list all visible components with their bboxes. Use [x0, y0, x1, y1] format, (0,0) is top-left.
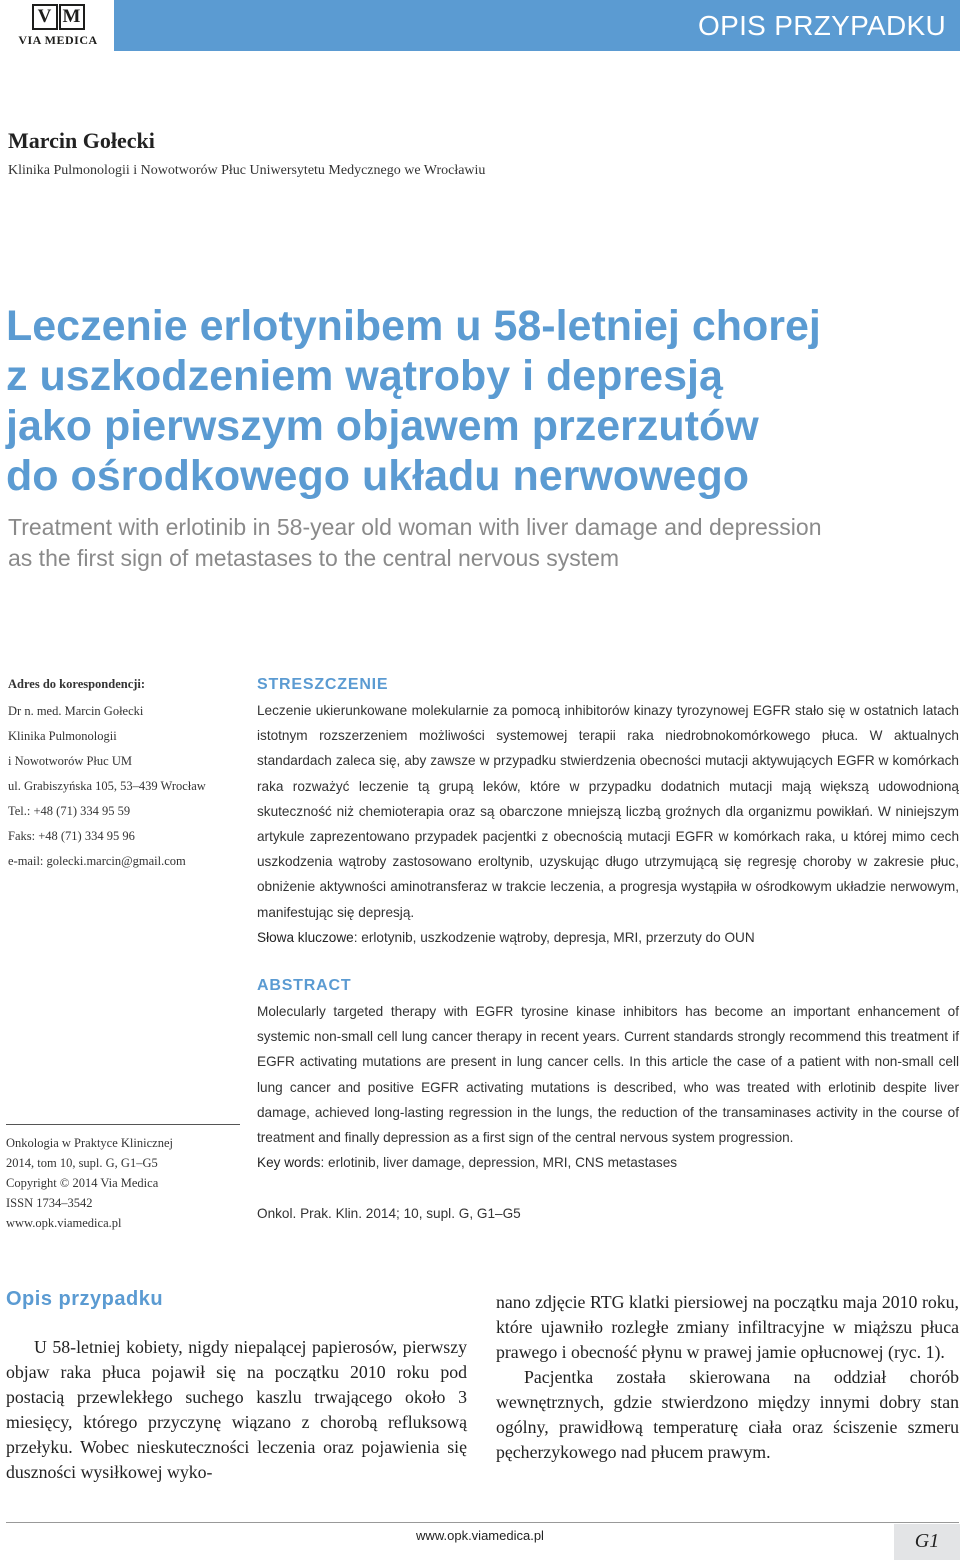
body-paragraph: nano zdjęcie RTG klatki piersiowej na początku maja 2010 roku, które ujawniło rozległe zmiany infiltracyjne w miąższu płuca prawego i obecność płynu w prawej jamie opłucnowej (ryc. 1). [496, 1292, 959, 1362]
streszczenie-section [257, 674, 959, 950]
footer-url: www.opk.viamedica.pl [416, 1528, 544, 1543]
logo-letter-m: M [59, 4, 85, 30]
logo-text: VIA MEDICA [18, 33, 98, 47]
streszczenie-text: Leczenie ukierunkowane molekularnie za pomocą inhibitorów kinazy tyrozynowej EGFR stało się w ostatnich latach istotnym rozszerzeniem możliwości systemowej terapii raka niedrobnokomórkowego płuca. W aktualnych standardach zaleca się, aby zawsze w przypadku stwierdzenia obecności mutacji aktywujących EGFR w komórkach raka rozważyć leczenie tą grupą leków, które w przypadku dodatnich mutacji mają większą udowodnioną skuteczność niż chemioterapia oraz są obarczone mniejszą liczbą groźnych dla organizmu powikłań. W niniejszym artykule zaprezentowano przypadek pacjentki z obecnością mutacji EGFR w komórkach raka, u której mimo cech uszkodzenia wątroby zastosowano eroltynib, uzyskując długo utrzymującą się regresję choroby w zakresie płuc, obniżenie aktywności aminotransferaz w trakcie leczenia, a progresja wystąpiła w ośrodkowym układzie nerwowym, manifestując się depresją. [257, 703, 959, 920]
section-label: OPIS PRZYPADKU [698, 10, 946, 41]
section-header-band [114, 0, 960, 51]
keywords-label: Key words [257, 1155, 321, 1171]
correspondence-block [8, 674, 218, 874]
logo-letter-v: V [32, 4, 58, 30]
article-title-english [8, 512, 928, 574]
title-line: Leczenie erlotynibem u 58-letniej chorej [6, 302, 821, 350]
journal-line: Copyright © 2014 Via Medica [6, 1176, 159, 1190]
correspondence-line: ul. Grabiszyńska 105, 53–439 Wrocław [8, 779, 206, 793]
title-line: do ośrodkowego układu nerwowego [6, 452, 749, 500]
case-report-heading: Opis przypadku [6, 1288, 164, 1310]
footer-divider [6, 1522, 959, 1523]
title-line: z uszkodzeniem wątroby i depresją [6, 352, 723, 400]
title-line: jako pierwszym objawem przerzutów [6, 402, 759, 450]
page-number: G1 [914, 1530, 940, 1552]
journal-url: www.opk.viamedica.pl [6, 1216, 122, 1230]
citation: Onkol. Prak. Klin. 2014; 10, supl. G, G1–G5 [257, 1206, 521, 1221]
correspondence-email: e-mail: golecki.marcin@gmail.com [8, 854, 186, 868]
journal-line: Onkologia w Praktyce Klinicznej [6, 1136, 173, 1150]
correspondence-line: Dr n. med. Marcin Gołecki [8, 704, 144, 718]
keywords-list: : erlotynib, uszkodzenie wątroby, depresja, MRI, przerzuty do OUN [353, 929, 755, 945]
correspondence-line: i Nowotworów Płuc UM [8, 754, 132, 768]
abstract-text: Molecularly targeted therapy with EGFR tyrosine kinase inhibitors has become an important enhancement of systemic non-small cell lung cancer therapy in recent years. Current standards strongly recommend this treatment if EGFR activating mutations are present in lung cancer cells. In this article the case of a patient with non-small cell lung cancer and positive EGFR activating mutations is described, who was treated with erlotinib despite liver damage, achieved long-lasting regression in the lungs, the reduction of the transaminases activity in the course of treatment and finally depression as a first sign of the central nervous system progression. [257, 1004, 959, 1146]
author-name: Marcin Gołecki [8, 128, 155, 153]
journal-line: 2014, tom 10, supl. G, G1–G5 [6, 1156, 158, 1170]
streszczenie-keywords [257, 925, 959, 950]
correspondence-line: Faks: +48 (71) 334 95 96 [8, 829, 135, 843]
journal-line: ISSN 1734–3542 [6, 1196, 93, 1210]
author-affiliation: Klinika Pulmonologii i Nowotworów Płuc Uniwersytetu Medycznego we Wrocławiu [8, 163, 486, 178]
keywords-list: : erlotinib, liver damage, depression, MRI, CNS metastases [320, 1155, 678, 1171]
body-paragraph: U 58-letniej kobiety, nigdy niepalącej papierosów, pierwszy objaw raka płuca pojawił się na początku 2010 roku pod postacią przewlekłego suchego kaszlu trwającego około 3 miesięcy, którego przyczynę wiązano z chorobą refluksową przełyku. Wobec nieskuteczności leczenia oraz pojawienia się duszności wysiłkowej wyko- [6, 1337, 467, 1482]
abstract-heading: ABSTRACT [257, 977, 352, 994]
title-line: Treatment with erlotinib in 58-year old woman with liver damage and depression [8, 514, 822, 540]
body-column-left [6, 1335, 467, 1485]
correspondence-heading: Adres do korespondencji: [8, 677, 146, 691]
journal-info-box [6, 1124, 240, 1233]
page-number-box [894, 1524, 960, 1560]
article-title-polish [6, 301, 951, 501]
body-paragraph: Pacjentka została skierowana na oddział chorób wewnętrznych, gdzie stwierdzono między innymi dobry stan ogólny, prawidłową temperaturę ciała oraz ściszenie szmeru pęcherzykowego nad płucem prawym. [496, 1367, 959, 1462]
correspondence-line: Tel.: +48 (71) 334 95 59 [8, 804, 131, 818]
title-line: as the first sign of metastases to the central nervous system [8, 545, 620, 571]
correspondence-line: Klinika Pulmonologii [8, 729, 117, 743]
logo-letters [6, 4, 110, 30]
abstract-keywords [257, 1150, 959, 1175]
streszczenie-heading: STRESZCZENIE [257, 676, 389, 693]
abstract-section [257, 975, 959, 1175]
via-medica-logo [6, 4, 110, 50]
keywords-label: Słowa kluczowe [257, 929, 354, 945]
body-column-right [496, 1290, 959, 1465]
